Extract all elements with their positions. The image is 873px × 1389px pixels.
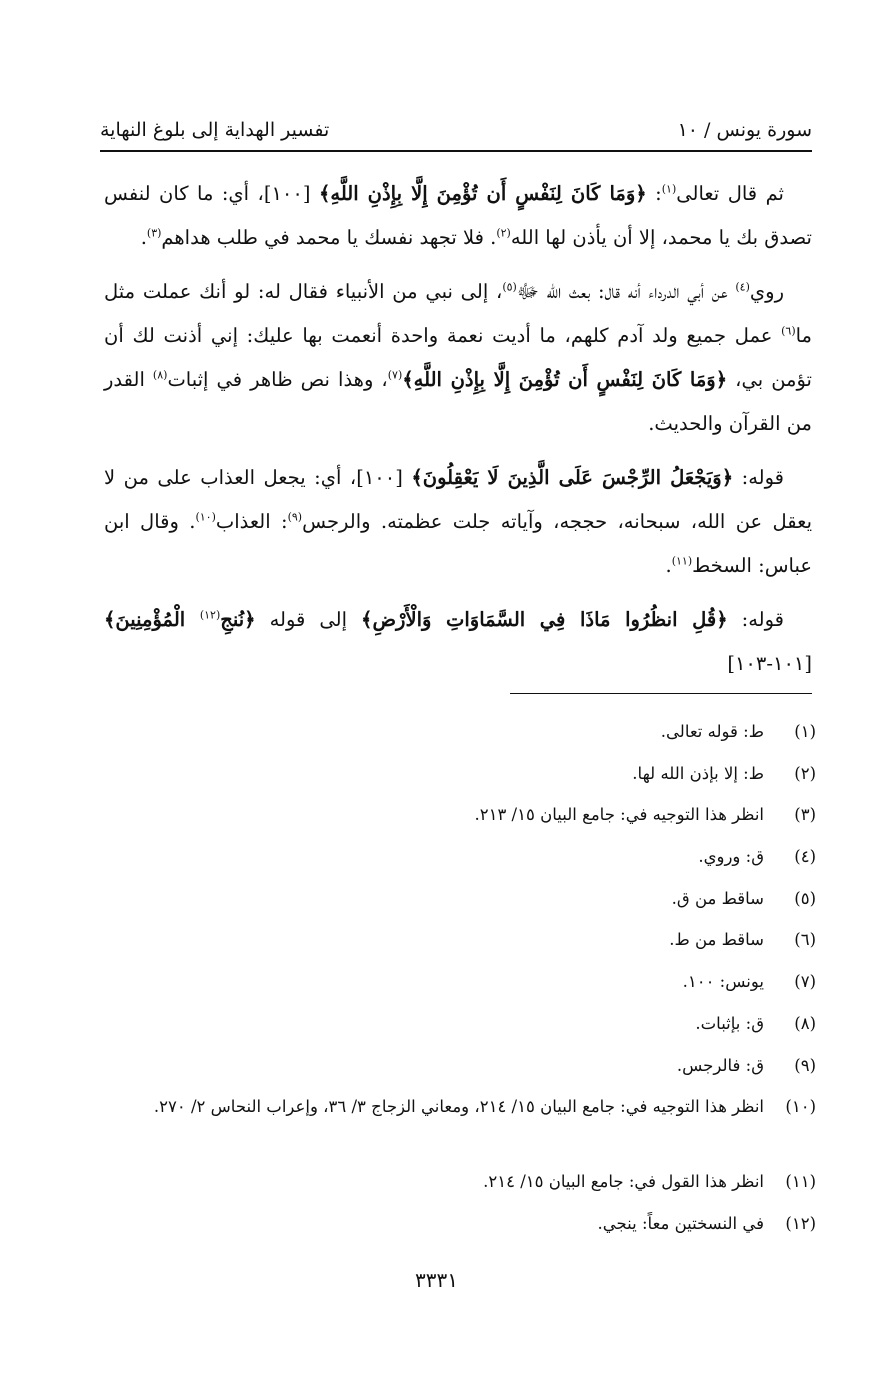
- paragraph: [104, 270, 812, 446]
- paragraph-text: عن أبي الدرداء أنه قال: بعث الله ﷻ: [516, 280, 736, 303]
- paragraph-text: :: [646, 182, 662, 205]
- footnote-reference: (٤): [735, 280, 750, 294]
- book-title: تفسير الهداية إلى بلوغ النهاية: [100, 119, 330, 141]
- running-header: [100, 112, 812, 148]
- footnote-number: (٦): [794, 930, 816, 950]
- paragraph-text: . فلا تجهد نفسك يا محمد في طلب هداهم: [161, 226, 497, 249]
- quran-verse: ﴿وَمَا كَانَ لِنَفْسٍ أَن تُؤْمِنَ إِلَّا بِإِذْنِ اللَّهِ﴾: [318, 182, 647, 205]
- footnote-reference: (٩): [287, 510, 303, 524]
- footnote-number: (٤): [794, 847, 816, 867]
- paragraph-text: ، وهذا نص ظاهر في إثبات: [167, 368, 388, 391]
- page-number: ٣٣٣١: [415, 1268, 458, 1292]
- footnotes: [104, 716, 816, 1250]
- footnote-reference: (٧): [387, 368, 403, 382]
- paragraph-text: إلى قوله: [255, 608, 362, 631]
- paragraph-text: : العذاب: [215, 510, 288, 533]
- paragraph-text: ، إلى نبي من الأنبياء فقال له: لو أنك عملت مثل ما: [104, 280, 812, 347]
- footnote-number: (٨): [794, 1013, 816, 1033]
- paragraph: [104, 172, 812, 260]
- quran-verse: ﴿وَيَجْعَلُ الرِّجْسَ عَلَى الَّذِينَ لَا يَعْقِلُونَ﴾: [411, 466, 734, 489]
- paragraph-text: . وقال ابن عباس: السخط: [104, 510, 812, 577]
- footnote-number: (٣): [794, 805, 816, 825]
- footnote-separator: [510, 693, 812, 694]
- surah-label: سورة يونس / ١٠: [677, 119, 812, 141]
- paragraph-text: القدر من القرآن والحديث.: [104, 368, 812, 435]
- footnote-item: [104, 883, 816, 925]
- paragraph-text: ثم قال تعالى: [676, 182, 784, 205]
- footnote-text: ق: فالرجس.: [676, 1055, 764, 1075]
- paragraph-text: [١٠٠]، أي: يجعل العذاب على من لا يعقل عن الله، سبحانه، حججه، وآياته جلت عظمته. والرجس: [104, 466, 812, 533]
- footnote-reference: (٢): [496, 226, 511, 240]
- footnote-reference: (٨): [152, 368, 168, 382]
- footnote-item: [104, 1091, 816, 1166]
- paragraph-text: [١٠٠]، أي: ما كان لنفس تصدق بك يا محمد، إلا أن يأذن لها الله: [104, 182, 812, 249]
- footnote-text: انظر هذا القول في: جامع البيان ١٥/ ٢١٤.: [483, 1172, 764, 1192]
- footnote-reference: (١٠): [195, 510, 216, 524]
- footnote-text: في النسختين معاً: ينجي.: [597, 1213, 764, 1233]
- footnote-item: [104, 1008, 816, 1050]
- footnote-text: ق: بإثبات.: [695, 1013, 764, 1033]
- footnote-number: (٢): [794, 763, 816, 783]
- footnote-item: [104, 924, 816, 966]
- footnote-reference: (٣): [146, 226, 162, 240]
- footnote-reference: (٦): [781, 324, 796, 338]
- footnote-text: انظر هذا التوجيه في: جامع البيان ١٥/ ٢١٣.: [474, 805, 764, 825]
- footnote-item: [104, 1166, 816, 1208]
- footnote-number: (١١): [785, 1172, 816, 1192]
- footnote-number: (١): [794, 722, 816, 741]
- footnote-reference: (١): [661, 182, 677, 196]
- footnote-number: (١٢): [785, 1213, 816, 1233]
- footnote-text: ق: وروي.: [698, 847, 764, 867]
- footnote-number: (٧): [794, 972, 816, 992]
- paragraph-text: قوله:: [727, 608, 785, 631]
- header-rule: [100, 150, 812, 152]
- paragraph-text: .: [665, 554, 672, 577]
- footnote-number: (٩): [794, 1055, 816, 1075]
- footnote-text: انظر هذا التوجيه في: جامع البيان ١٥/ ٢١٤، ومعاني الزجاج ٣/ ٣٦، وإعراب النحاس ٢/ ٢٧٠.: [153, 1097, 764, 1117]
- footnote-item: [104, 966, 816, 1008]
- quran-verse: ﴿نُنجِ: [220, 608, 256, 631]
- paragraph-text: [١٠١-١٠٣]: [727, 652, 812, 675]
- footnote-text: ط: إلا بإذن الله لها.: [632, 763, 764, 783]
- footnote-item: [104, 1050, 816, 1092]
- footnote-number: (١٠): [785, 1097, 816, 1117]
- footnote-item: [104, 716, 816, 758]
- footnote-reference: (١٢): [199, 608, 221, 622]
- paragraph-text: قوله:: [733, 466, 784, 489]
- quran-verse: ﴿وَمَا كَانَ لِنَفْسٍ أَن تُؤْمِنَ إِلَّا بِإِذْنِ اللَّهِ﴾: [402, 368, 728, 391]
- footnote-text: ساقط من ط.: [669, 930, 764, 950]
- footnote-text: ط: قوله تعالى.: [660, 722, 764, 741]
- footnote-reference: (١١): [671, 554, 693, 568]
- footnote-text: ساقط من ق.: [671, 888, 764, 908]
- paragraph: [104, 598, 812, 686]
- footnote-reference: (٥): [502, 280, 517, 294]
- footnote-item: [104, 841, 816, 883]
- quran-verse: ﴿قُلِ انظُرُوا مَاذَا فِي السَّمَاوَاتِ وَالْأَرْضِ﴾: [361, 608, 728, 631]
- quran-verse: الْمُؤْمِنِينَ﴾: [104, 608, 200, 631]
- footnote-number: (٥): [794, 888, 816, 908]
- paragraph-text: .: [140, 226, 147, 249]
- footnote-text: يونس: ١٠٠.: [682, 972, 764, 992]
- paragraph-text: روي: [749, 280, 784, 303]
- footnote-item: [104, 799, 816, 841]
- footnote-item: [104, 1208, 816, 1250]
- paragraph: [104, 456, 812, 588]
- paragraph-text: عمل جميع ولد آدم كلهم، ما أديت نعمة واحدة أنعمت بها عليك: إني أذنت لك أن تؤمن بي،: [104, 324, 812, 391]
- main-text: [104, 172, 812, 696]
- footnote-item: [104, 758, 816, 800]
